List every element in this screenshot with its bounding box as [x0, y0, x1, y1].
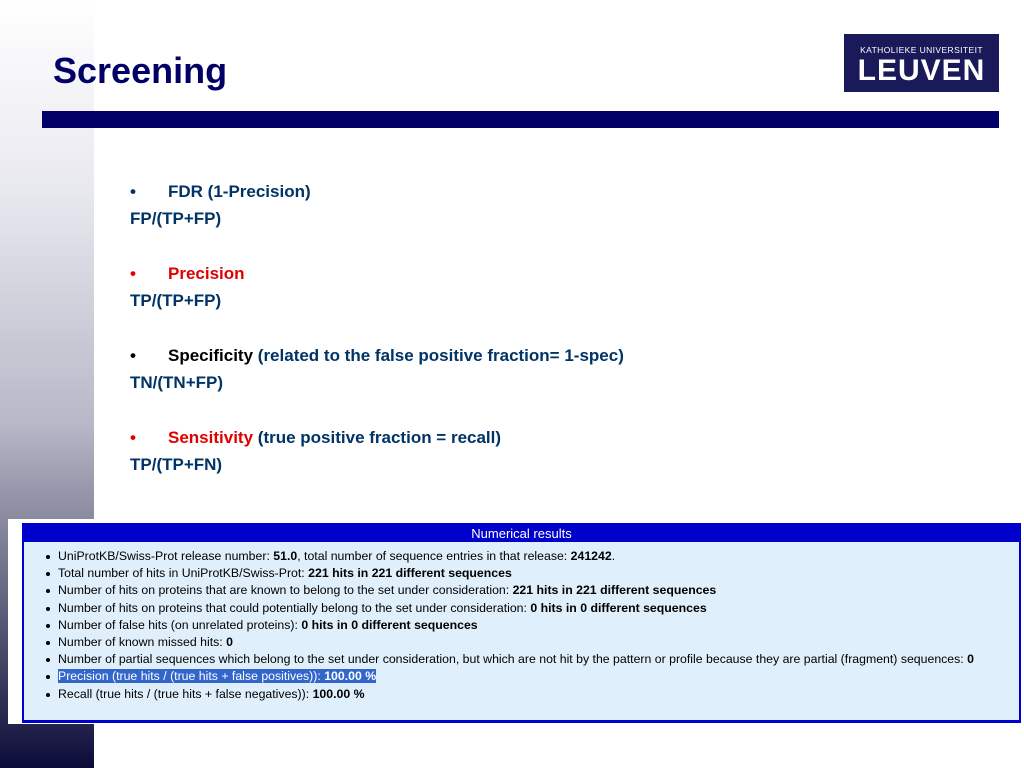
bullet-note: (related to the false positive fraction= 1-spec) — [257, 346, 624, 365]
title-divider-bar — [42, 111, 999, 128]
bullet-formula — [130, 207, 830, 234]
bullet-list — [130, 180, 830, 480]
bullet-icon: • — [130, 264, 136, 283]
slide-title: Screening — [53, 50, 228, 91]
result-item-recall: Recall (true hits / (true hits + false negatives)): 100.00 % — [24, 686, 1019, 703]
results-screenshot — [8, 519, 1016, 724]
result-item-potential-hits: Number of hits on proteins that could potentially belong to the set under consideration: 0 hits in 0 different sequences — [24, 600, 1019, 617]
bullet-formula — [130, 453, 830, 480]
bullet-formula — [130, 289, 830, 316]
bullet-icon: • — [130, 428, 136, 447]
formula-text: TN/(TN+FP) — [130, 373, 224, 392]
result-item-partial-sequences: Number of partial sequences which belong to the set under consideration, but which are not hit by the pattern or profile because they are partial (fragment) sequences: 0 — [24, 651, 1019, 668]
logo-main-text: LEUVEN — [857, 54, 986, 87]
bullet-item-sensitivity — [130, 426, 830, 453]
bullet-icon: • — [130, 346, 136, 365]
bullet-icon: • — [130, 182, 136, 201]
bullet-note: (true positive fraction = recall) — [257, 428, 502, 447]
bullet-item-fdr — [130, 180, 830, 207]
logo-top-text: KATHOLIEKE UNIVERSITEIT — [860, 45, 983, 55]
bullet-label: FDR (1-Precision) — [168, 182, 311, 201]
bullet-label: Specificity — [168, 346, 254, 365]
formula-text: TP/(TP+FP) — [130, 291, 222, 310]
result-item-release: UniProtKB/Swiss-Prot release number: 51.0, total number of sequence entries in that release: 241242. — [24, 548, 1019, 565]
result-item-total-hits: Total number of hits in UniProtKB/Swiss-Prot: 221 hits in 221 different sequences — [24, 565, 1019, 582]
formula-text: TP/(TP+FN) — [130, 455, 223, 474]
university-logo — [844, 34, 999, 92]
bullet-label: Sensitivity — [168, 428, 254, 447]
formula-text: FP/(TP+FP) — [130, 209, 222, 228]
results-list — [24, 548, 1019, 703]
bullet-item-precision — [130, 262, 830, 289]
numerical-results-panel — [22, 523, 1021, 723]
bullet-label: Precision — [168, 264, 245, 283]
result-item-precision: Precision (true hits / (true hits + false positives)): 100.00 % — [24, 668, 1019, 685]
bullet-formula — [130, 371, 830, 398]
result-item-known-hits: Number of hits on proteins that are known to belong to the set under consideration: 221 hits in 221 different sequences — [24, 582, 1019, 599]
results-header: Numerical results — [24, 525, 1019, 542]
result-item-missed-hits: Number of known missed hits: 0 — [24, 634, 1019, 651]
bullet-item-specificity — [130, 344, 830, 371]
result-item-false-hits: Number of false hits (on unrelated proteins): 0 hits in 0 different sequences — [24, 617, 1019, 634]
